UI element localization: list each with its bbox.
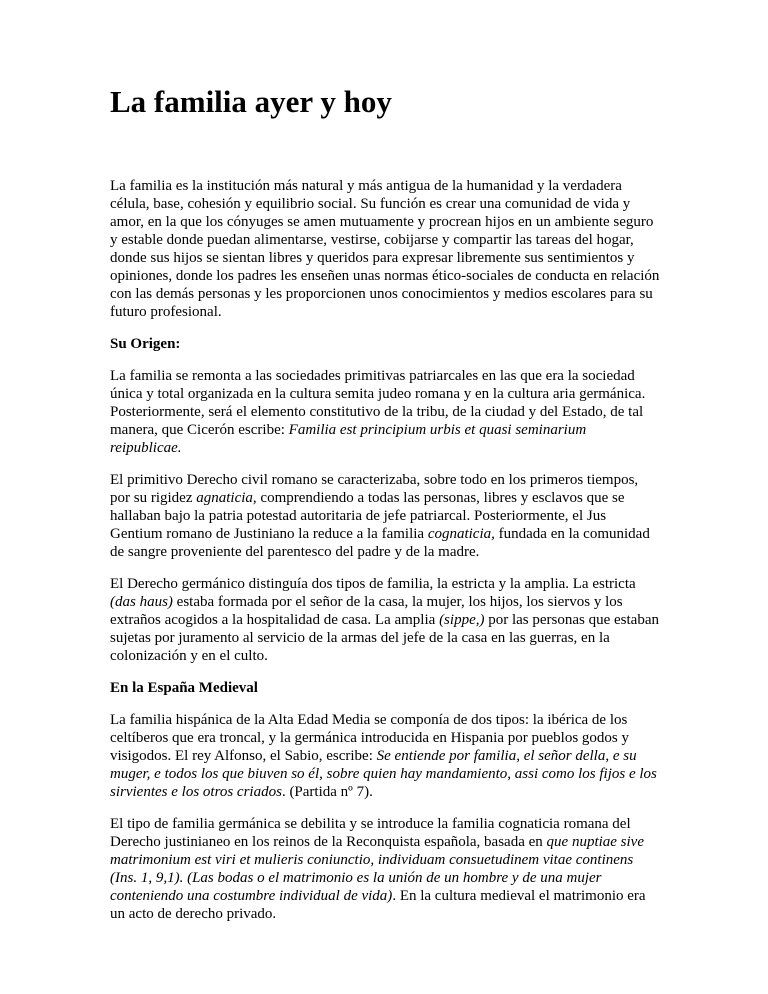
origen-paragraph-1 (110, 367, 660, 457)
origen-p2-b: comprendiendo a todas las personas, libres y esclavos que se hallaban bajo la patria potestad autoritaria de jefe patriarcal. Posteriormente, el Jus Gentium romano de Justiniano la reduce a la familia (110, 490, 625, 542)
justinian-quote: que nuptiae sive matrimonium est viri et mulieris coniunctio, individuam consuetudinem vitae continens (Ins. 1, 9,1). (Las bodas o el matrimonio es la unión de un hombre y de una mujer conteniendo una costumbre individual de vida) (110, 834, 645, 904)
origen-p1-text: La familia se remonta a las sociedades primitivas patriarcales en las que era la sociedad única y total organizada en la cultura semita judeo romana y en la cultura aria germánica. Posteriormente, será el elemento constitutivo de la tribu, de la ciudad y del Estado, de tal manera, que Cicerón escribe: (110, 368, 646, 438)
term-agnaticia: agnaticia, (196, 490, 257, 506)
origen-p3-a: El Derecho germánico distinguía dos tipos de familia, la estricta y la amplia. La estricta (110, 576, 636, 592)
origen-paragraph-2 (110, 471, 660, 561)
origen-p3-c: por las personas que estaban sujetas por juramento al servicio de la armas del jefe de la casa en las guerras, en la colonización y en el culto. (110, 612, 659, 664)
medieval-paragraph-2 (110, 815, 660, 923)
section-heading-origen: Su Origen: (110, 336, 181, 352)
origen-p3-b: estaba formada por el señor de la casa, la mujer, los hijos, los siervos y los extraños acogidos a la hospitalidad de casa. La amplia (110, 594, 623, 628)
intro-paragraph: La familia es la institución más natural y más antigua de la humanidad y la verdadera célula, base, cohesión y equilibrio social. Su función es crear una comunidad de vida y amor, en la que los cónyuges se amen mutuamente y procrean hijos en un ambiente seguro y estable donde puedan alimentarse, vestirse, cobijarse y compartir las tareas del hogar, donde sus hijos se sientan libres y queridos para expresar libremente sus sentimientos y opiniones, donde los padres les enseñen unas normas ético-sociales de conducta en relación con las demás personas y les proporcionen unos conocimientos y medios escolares para su futuro profesional. (110, 178, 660, 320)
page-title: La familia ayer y hoy (110, 84, 392, 119)
term-cognaticia: cognaticia, (427, 526, 495, 542)
medieval-p1-a: La familia hispánica de la Alta Edad Media se componía de dos tipos: la ibérica de los celtíberos que era troncal, y la germánica introducida en Hispania por pueblos godos y visigodos. El rey Alfonso, el Sabio, escribe: (110, 712, 629, 764)
medieval-p1-b: . (Partida nº 7). (281, 784, 373, 800)
document-page (110, 82, 660, 937)
medieval-p2-a: El tipo de familia germánica se debilita y se introduce la familia cognaticia romana del Derecho justinianeo en los reinos de la Reconquista española, basada en (110, 816, 631, 850)
medieval-paragraph-1 (110, 711, 660, 801)
term-sippe: (sippe,) (439, 612, 485, 628)
origen-p2-c: fundada en la comunidad de sangre proveniente del parentesco del padre y de la madre. (110, 526, 650, 560)
origen-paragraph-3 (110, 575, 660, 665)
alfonso-quote: Se entiende por familia, el señor della, e su muger, e todos los que biuven so él, sobre quien hay mandamiento, assi como los fijos e los sirvientes e los otros criados (110, 748, 657, 800)
medieval-p2-b: . En la cultura medieval el matrimonio era un acto de derecho privado. (110, 888, 646, 922)
origen-p2-a: El primitivo Derecho civil romano se caracterizaba, sobre todo en los primeros tiempos, por su rigidez (110, 472, 639, 506)
term-das-haus: (das haus) (110, 594, 173, 610)
section-heading-medieval: En la España Medieval (110, 680, 258, 696)
cicero-quote: Familia est principium urbis et quasi seminarium reipublicae. (110, 422, 587, 456)
